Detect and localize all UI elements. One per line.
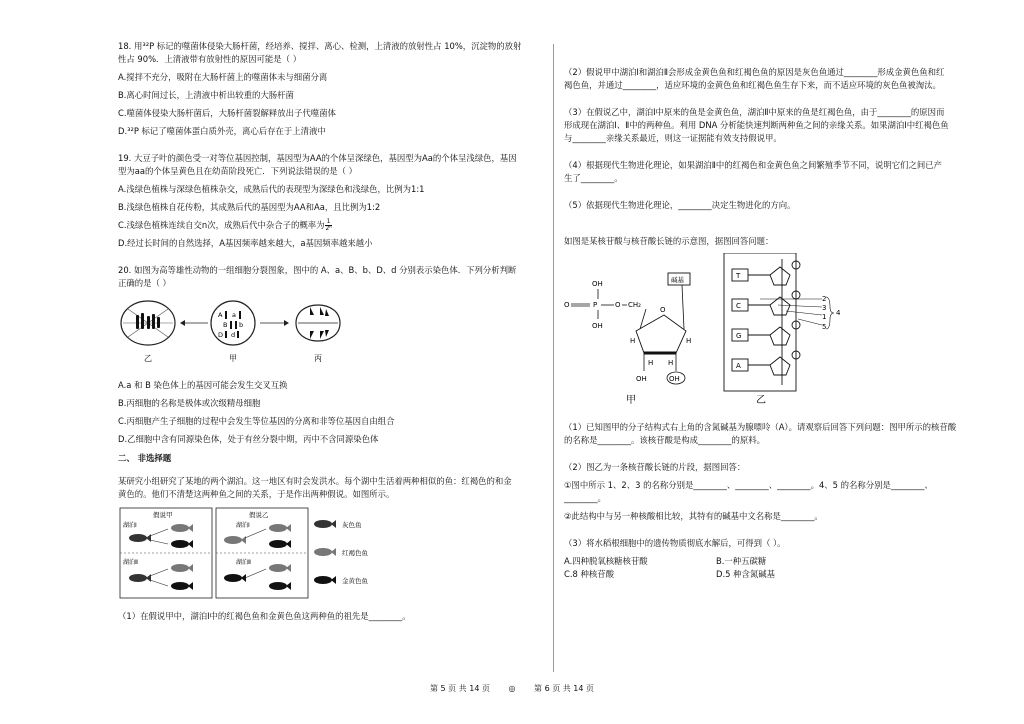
q21-sub1: （1）在假说甲中，湖泊Ⅰ中的红褐色鱼和金黄色鱼这两种鱼的祖先是________。 bbox=[118, 611, 411, 621]
legend-gray-fish: 灰色鱼 bbox=[342, 521, 362, 529]
svg-text:1: 1 bbox=[822, 313, 827, 321]
q19-option-a: A.浅绿色植株与深绿色植株杂交，成熟后代的表现型为深绿色和浅绿色，比例为1:1 bbox=[118, 184, 425, 194]
q18-stem: 18. 用³²P 标记的噬菌体侵染大肠杆菌，经培养、搅拌、离心、检测，上清液的放射性占 10%，沉淀物的放射 性占 90%．上清液带有放射性的原因可能是（ ） bbox=[118, 41, 522, 64]
svg-text:H: H bbox=[630, 337, 636, 345]
svg-text:P: P bbox=[593, 301, 598, 309]
hypothesis-1-label: 假说甲 bbox=[153, 511, 173, 519]
q19-stem: 19. 大豆子叶的颜色受一对等位基因控制，基因型为AA的个体呈深绿色，基因型为Aa的个体呈浅绿色，基因 型为aa的个体呈黄色且在幼苗阶段死亡．下列说法错误的是（ ） bbox=[118, 153, 517, 176]
svg-text:OH: OH bbox=[669, 375, 680, 383]
q22-option-c: C.8 种核苷酸 bbox=[564, 569, 615, 579]
footer-right-page: 第 6 页 共 14 页 bbox=[534, 684, 595, 693]
q22-option-b: B.一种五碳糖 bbox=[716, 556, 767, 566]
question-21 bbox=[118, 475, 546, 623]
q22-options-row-1 bbox=[564, 555, 1004, 568]
nucleotide-jia bbox=[564, 273, 691, 406]
q21-sub3: （3）在假说乙中，湖泊Ⅰ中原来的鱼是金黄色鱼，湖泊Ⅱ中原来的鱼是红褐色鱼，由于________的原因而 形成现在湖泊Ⅰ、Ⅱ中的两种鱼。利用 DNA 分析能快速判断两种鱼之间的亲缘关系。如果湖泊Ⅰ中红褐色鱼 与________亲缘关系最近，则这一证据能有效支持假说甲。 bbox=[564, 107, 949, 143]
footer-left-page: 第 5 页 共 14 页 bbox=[429, 684, 490, 693]
chromosome-label: b bbox=[239, 321, 244, 329]
chromosome-label: A bbox=[218, 311, 223, 319]
q18-option-d: D.³²P 标记了噬菌体蛋白质外壳，离心后存在于上清液中 bbox=[118, 126, 326, 136]
page-footer bbox=[0, 683, 1024, 694]
base-label: 碱基 bbox=[671, 276, 684, 284]
dna-strand-yi bbox=[724, 253, 841, 406]
q20-stem: 20. 如图为高等雄性动物的一组细胞分裂图象，图中的 A、a、B、b、D、d 分别表示染色体．下列分析判断 正确的是（ ） bbox=[118, 265, 517, 288]
svg-text:5: 5 bbox=[822, 323, 827, 331]
legend-red-fish: 红褐色鱼 bbox=[342, 549, 368, 557]
q22-sub3: （3）将水稻根细胞中的遗传物质彻底水解后，可得到（ ）。 bbox=[564, 538, 786, 548]
column-divider bbox=[553, 44, 554, 672]
lake-2-label: 湖泊Ⅱ bbox=[236, 559, 251, 566]
q20-option-a: A.a 和 B 染色体上的基因可能会发生交叉互换 bbox=[118, 380, 288, 390]
nucleotide-figure bbox=[564, 253, 864, 413]
chromosome-label: B bbox=[223, 321, 228, 329]
svg-text:H: H bbox=[668, 359, 674, 367]
q22-option-a: A.四种脱氧核糖核苷酸 bbox=[564, 556, 648, 566]
base-a: A bbox=[736, 362, 741, 370]
q22-intro: 如图是某核苷酸与核苷酸长链的示意图，据图回答问题： bbox=[564, 236, 774, 246]
q18-option-b: B.离心时间过长，上清液中析出较重的大肠杆菌 bbox=[118, 90, 294, 100]
lake-1-label: 湖泊Ⅰ bbox=[236, 522, 250, 529]
lake-hypothesis-figure bbox=[118, 506, 418, 602]
svg-text:H: H bbox=[648, 359, 654, 367]
left-column bbox=[118, 40, 546, 628]
svg-text:H: H bbox=[686, 337, 692, 345]
svg-text:OH: OH bbox=[592, 280, 603, 288]
q19-option-c: C.浅绿色植株连续自交n次，成熟后代中杂合子的概率为 $\frac{1}{\text{2ⁿ}}$ bbox=[118, 218, 332, 232]
cell-division-figure bbox=[118, 295, 378, 375]
q18-option-c: C.噬菌体侵染大肠杆菌后，大肠杆菌裂解释放出子代噬菌体 bbox=[118, 108, 336, 118]
q21-sub5: （5）依据现代生物进化理论，________决定生物进化的方向。 bbox=[564, 200, 796, 210]
label-bing: 丙 bbox=[314, 354, 322, 363]
chromosome-label: a bbox=[232, 311, 236, 319]
footer-separator: ◎ bbox=[508, 684, 516, 693]
base-c: C bbox=[736, 302, 741, 310]
q22-sub2-i: ①图中所示 1、2、3 的名称分别是________、________、________。4、5 的名称分别是________、 ________。 bbox=[564, 480, 933, 503]
cell-bing bbox=[296, 305, 340, 341]
q19-option-b: B.浅绿色植株自花传粉，其成熟后代的基因型为AA和Aa，且比例为1:2 bbox=[118, 202, 381, 212]
base-g: G bbox=[736, 332, 742, 340]
svg-text:O: O bbox=[615, 301, 621, 309]
lake-2-label: 湖泊Ⅱ bbox=[123, 559, 138, 566]
svg-text:CH₂: CH₂ bbox=[628, 301, 641, 309]
q22-option-d: D.5 种含氮碱基 bbox=[716, 569, 775, 579]
q19-option-d: D.经过长时间的自然选择，A基因频率越来越大，a基因频率越来越小 bbox=[118, 238, 373, 248]
q21-sub4: （4）根据现代生物进化理论，如果湖泊Ⅱ中的红褐色和金黄色鱼之间繁殖季节不同，说明它们之间已产 生了________。 bbox=[564, 160, 942, 183]
right-column bbox=[564, 66, 1004, 581]
q21-sub2: （2）假说甲中湖泊Ⅰ和湖泊Ⅱ会形成金黄色鱼和红褐色鱼的原因是灰色鱼通过________形成金黄色鱼和红 褐色鱼，并通过________，适应环境的金黄色鱼和红褐色鱼生存下来，而不适应环境的灰色鱼被淘汰。 bbox=[564, 67, 945, 90]
label-jia: 甲 bbox=[229, 354, 237, 363]
svg-text:O: O bbox=[564, 301, 570, 309]
q21-stem: 某研究小组研究了某地的两个湖泊。这一地区有时会发洪水。每个湖中生活着两种相似的鱼：红褐色的和金 黄色的。他们不清楚这两种鱼之间的关系，于是作出两种假说。如图所示。 bbox=[118, 476, 512, 499]
lake-1-label: 湖泊Ⅰ bbox=[123, 522, 137, 529]
fraction: $\frac{1}{\text{2ⁿ}}$ bbox=[325, 218, 332, 232]
hypothesis-2-label: 假说乙 bbox=[249, 511, 269, 519]
cell-yi bbox=[121, 301, 175, 345]
chromosome-label: d bbox=[231, 331, 236, 339]
svg-text:4: 4 bbox=[836, 309, 841, 317]
svg-text:O: O bbox=[660, 306, 666, 314]
q20-option-d: D.乙细胞中含有同源染色体，处于有丝分裂中期，丙中不含同源染色体 bbox=[118, 434, 379, 444]
q18-option-a: A.搅拌不充分，吸附在大肠杆菌上的噬菌体未与细菌分离 bbox=[118, 72, 328, 82]
q20-option-b: B.丙细胞的名称是极体或次级精母细胞 bbox=[118, 398, 261, 408]
chromosome-label: D bbox=[218, 331, 224, 339]
q22-options-row-2 bbox=[564, 568, 1004, 581]
label-yi: 乙 bbox=[756, 395, 766, 406]
svg-text:2: 2 bbox=[822, 295, 827, 303]
question-20 bbox=[118, 264, 546, 446]
q20-option-c: C.丙细胞产生子细胞的过程中会发生等位基因的分离和非等位基因自由组合 bbox=[118, 416, 395, 426]
label-yi: 乙 bbox=[144, 354, 152, 363]
legend-gold-fish: 金黄色鱼 bbox=[342, 577, 368, 585]
question-19 bbox=[118, 152, 546, 250]
svg-text:OH: OH bbox=[636, 375, 647, 383]
q22-sub1: （1）已知图甲的分子结构式右上角的含氮碱基为腺嘌呤（A）。请观察后回答下列问题：图甲所示的核苷酸 的名称是________。该核苷酸是构成________的原料。 bbox=[564, 422, 957, 445]
svg-text:OH: OH bbox=[592, 322, 603, 330]
label-jia: 甲 bbox=[626, 395, 636, 406]
base-t: T bbox=[736, 272, 741, 280]
question-18 bbox=[118, 40, 546, 138]
fish-icons bbox=[129, 520, 336, 590]
cell-jia bbox=[211, 301, 255, 345]
section-heading: 二、 非选择题 bbox=[118, 453, 172, 463]
q22-sub2-ii: ②此结构中与另一种核酸相比较，其特有的碱基中文名称是________。 bbox=[564, 511, 823, 521]
svg-text:3: 3 bbox=[822, 304, 827, 312]
q22-sub2: （2）图乙为一条核苷酸长链的片段，据图回答： bbox=[564, 462, 746, 472]
